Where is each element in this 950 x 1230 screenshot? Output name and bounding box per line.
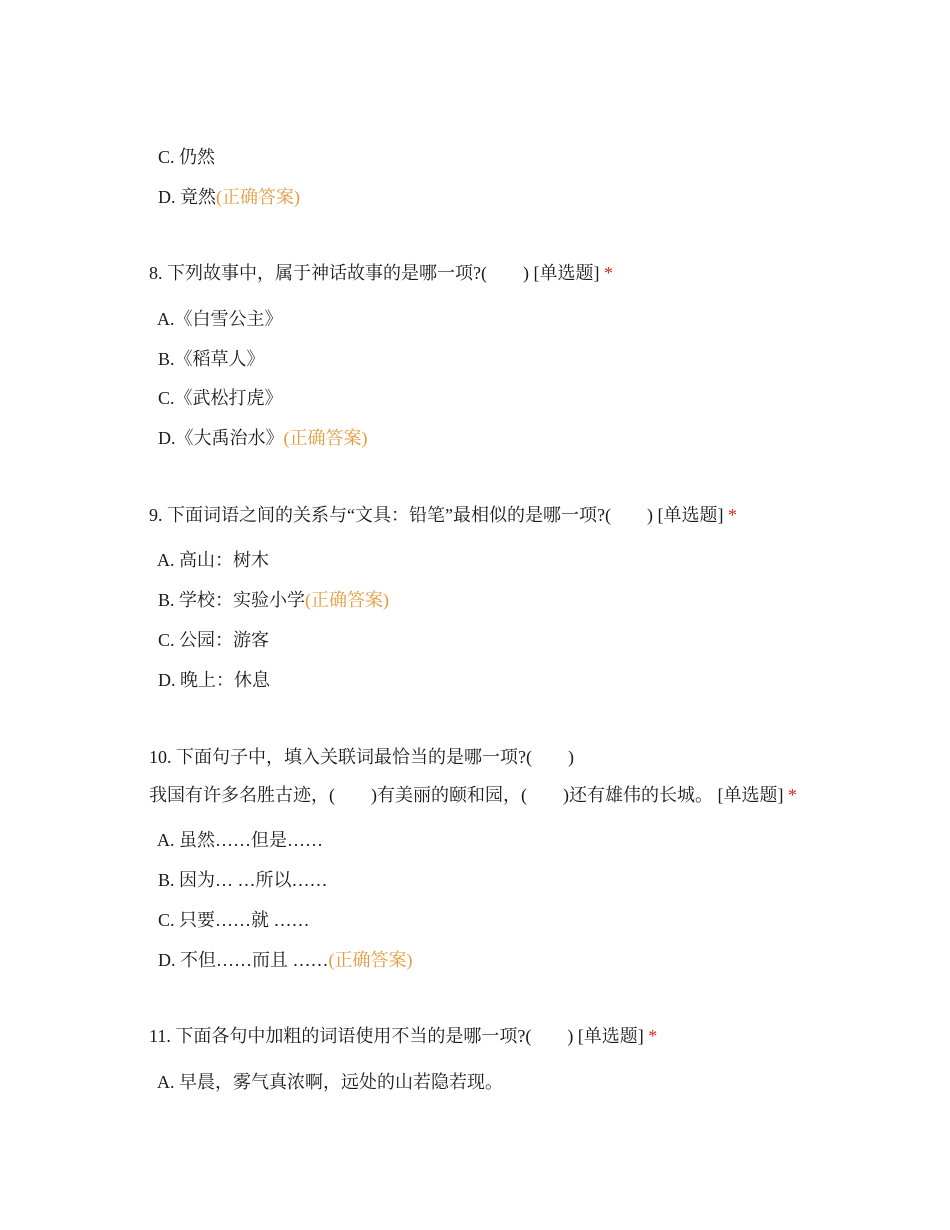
q11-option-a-label: A. 早晨，雾气真浓啊，远处的山若隐若现。 — [157, 1072, 504, 1092]
q8-option-d-label: D.《大禹治水》 — [158, 428, 284, 448]
q10-option-c-label: C. 只要……就 …… — [158, 910, 310, 930]
q8-option-b-label: B.《稻草人》 — [158, 349, 265, 369]
q10-option-d-label: D. 不但……而且 …… — [158, 950, 329, 970]
q7-option-d — [149, 161, 300, 209]
q10-option-b-label: B. 因为… …所以…… — [158, 870, 328, 890]
q7-option-c-label: C. 仍然 — [158, 147, 216, 167]
q10-option-d — [149, 924, 413, 972]
correct-answer-mark: (正确答案) — [328, 950, 413, 970]
q10-question-text: 10. 下面句子中，填入关联词最恰当的是哪一项?( ) — [149, 747, 574, 767]
q8-option-a-label: A.《白雪公主》 — [157, 309, 283, 329]
q9-question-text: 9. 下面词语之间的关系与“文具：铅笔”最相似的是哪一项?( ) [单选题] — [149, 505, 724, 525]
q8-question-text: 8. 下列故事中，属于神话故事的是哪一项?( ) [单选题] — [149, 263, 600, 283]
q11-question — [140, 1000, 657, 1048]
q11-option-a — [149, 1046, 503, 1094]
q9-question — [140, 479, 737, 527]
q10-question-sentence-text: 我国有许多名胜古迹，( )有美丽的颐和园，( )还有雄伟的长城。 [单选题] — [149, 785, 784, 805]
q10-option-a-label: A. 虽然……但是…… — [157, 830, 324, 850]
q9-option-d-label: D. 晚上：休息 — [158, 670, 270, 690]
required-mark: * — [603, 263, 613, 283]
q9-option-d — [149, 644, 270, 692]
q9-option-a-label: A. 高山：树木 — [157, 550, 270, 570]
q8-option-d — [149, 402, 368, 450]
q10-question-sentence — [140, 759, 797, 807]
q8-option-c-label: C.《武松打虎》 — [158, 388, 283, 408]
required-mark: * — [648, 1026, 658, 1046]
q7-option-d-label: D. 竟然 — [158, 187, 216, 207]
q8-question — [140, 237, 613, 285]
correct-answer-mark: (正确答案) — [305, 590, 390, 610]
q9-option-c-label: C. 公园：游客 — [158, 630, 270, 650]
required-mark: * — [787, 785, 797, 805]
correct-answer-mark: (正确答案) — [216, 187, 300, 207]
required-mark: * — [727, 505, 737, 525]
q11-question-text: 11. 下面各句中加粗的词语使用不当的是哪一项?( ) [单选题] — [149, 1026, 644, 1046]
q9-option-b-label: B. 学校：实验小学 — [158, 590, 306, 610]
correct-answer-mark: (正确答案) — [283, 428, 368, 448]
